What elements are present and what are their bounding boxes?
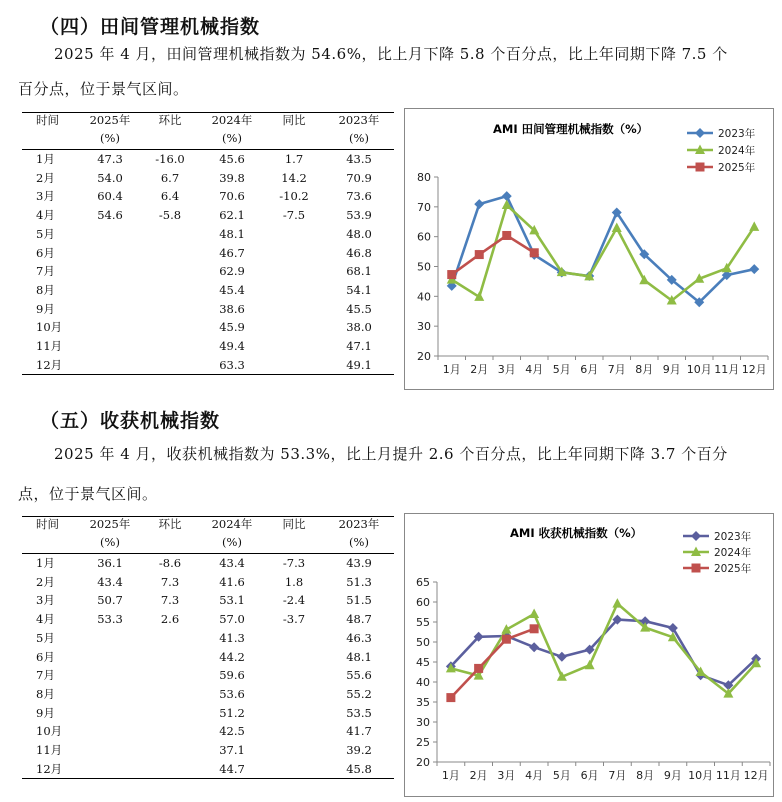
cell-yoy (264, 685, 324, 704)
table-row (22, 318, 394, 337)
data-point (474, 199, 484, 209)
y-tick-label: 60 (417, 230, 431, 244)
cell-time: 10月 (36, 320, 63, 335)
cell-y2024: 45.6 (200, 150, 264, 169)
cell-mom: 6.4 (160, 189, 180, 204)
x-tick-label: 12月 (743, 769, 769, 782)
table-body (22, 150, 394, 375)
cell-mom: -16.0 (140, 150, 200, 169)
cell-y2024: 38.6 (219, 301, 245, 316)
header-unit-yoy (264, 131, 324, 150)
x-tick-label: 9月 (663, 769, 682, 782)
data-point (529, 642, 539, 652)
cell-y2024: 44.7 (219, 761, 245, 776)
table-body (22, 554, 394, 779)
y-tick-label: 50 (416, 636, 430, 649)
cell-time: 11月 (36, 743, 63, 758)
cell-yoy (264, 648, 324, 667)
table-row (22, 187, 394, 206)
x-tick-label: 10月 (686, 363, 712, 376)
data-point (530, 248, 539, 257)
cell-y2023: 47.1 (346, 339, 372, 354)
x-tick-label: 4月 (525, 363, 544, 376)
cell-time: 3月 (36, 593, 55, 608)
data-point (749, 264, 759, 274)
header-unit-y2025: (%) (100, 131, 120, 145)
section4-paragraph-line1: 2025 年 4 月，田间管理机械指数为 54.6%，比上月下降 5.8 个百分点，比上年同期下降 7.5 个 (54, 45, 728, 63)
section4-data-table (22, 112, 394, 375)
header-y2024: 2024年 (211, 517, 253, 531)
header-yoy: 同比 (282, 517, 306, 531)
chart-title: AMI 田间管理机械指数（%） (493, 122, 649, 136)
header-unit-mom (140, 535, 200, 554)
series-line (451, 629, 534, 698)
cell-yoy: 1.7 (264, 150, 324, 169)
table-row (22, 225, 394, 244)
data-point (612, 598, 622, 608)
x-tick-label: 5月 (552, 769, 571, 782)
cell-y2023: 51.3 (346, 574, 372, 589)
x-tick-label: 2月 (470, 363, 489, 376)
cell-y2024: 39.8 (219, 170, 245, 185)
cell-time: 6月 (36, 649, 55, 664)
table-header-row (22, 517, 394, 536)
cell-y2023: 49.1 (346, 357, 372, 372)
cell-yoy (264, 318, 324, 337)
legend-label: 2023年 (714, 531, 752, 543)
cell-y2025 (80, 225, 140, 244)
data-point (474, 664, 483, 673)
y-tick-label: 35 (416, 696, 430, 709)
x-tick-label: 7月 (607, 363, 626, 376)
cell-yoy: 1.8 (284, 574, 304, 589)
chart-harvest-svg (405, 514, 773, 796)
cell-y2024: 62.1 (219, 208, 245, 223)
table-header-units-row (22, 131, 394, 150)
cell-mom: 7.3 (160, 574, 180, 589)
section5-heading: （五）收获机械指数 (40, 410, 221, 432)
table-row (22, 722, 394, 741)
x-tick-label: 3月 (497, 363, 516, 376)
table-row (22, 629, 394, 648)
cell-mom (140, 760, 200, 779)
table-header-units-row (22, 535, 394, 554)
cell-y2023: 53.5 (346, 705, 372, 720)
cell-y2024: 59.6 (219, 668, 245, 683)
cell-mom: 6.7 (160, 170, 180, 185)
legend-marker-shape (696, 163, 705, 172)
y-tick-label: 60 (416, 596, 430, 609)
section4-heading: （四）田间管理机械指数 (40, 16, 261, 38)
x-tick-label: 9月 (662, 363, 681, 376)
x-tick-label: 10月 (688, 769, 714, 782)
y-tick-label: 30 (416, 716, 430, 729)
data-point (502, 231, 511, 240)
header-unit-time (22, 535, 80, 554)
header-unit-time (22, 131, 80, 150)
cell-y2023: 46.3 (346, 630, 372, 645)
y-tick-label: 20 (417, 350, 431, 363)
y-tick-label: 50 (417, 260, 431, 274)
cell-yoy (264, 300, 324, 319)
chart-harvest-index (404, 513, 774, 797)
cell-y2024: 53.1 (219, 593, 245, 608)
data-point (530, 624, 539, 633)
cell-y2024: 45.4 (219, 282, 245, 297)
header-unit-y2025: (%) (100, 535, 120, 549)
cell-y2024: 53.6 (219, 686, 245, 701)
header-unit-mom (140, 131, 200, 150)
cell-y2025: 43.4 (97, 574, 123, 589)
cell-y2023: 46.8 (346, 245, 372, 260)
legend-label: 2024年 (714, 547, 752, 559)
table-row (22, 169, 394, 188)
cell-y2025: 53.3 (97, 612, 123, 627)
cell-mom (140, 356, 200, 375)
cell-mom: -5.8 (158, 208, 182, 223)
cell-y2023: 54.1 (346, 282, 372, 297)
chart-field-management-index (404, 108, 774, 390)
cell-y2024: 57.0 (219, 612, 245, 627)
cell-y2025: 36.1 (80, 554, 140, 573)
cell-mom: 2.6 (160, 612, 180, 627)
cell-y2024: 48.1 (219, 226, 245, 241)
table-row (22, 300, 394, 319)
table-row (22, 206, 394, 225)
cell-y2024: 51.2 (219, 705, 245, 720)
header-y2024: 2024年 (211, 113, 253, 127)
table-row (22, 356, 394, 375)
cell-time: 8月 (36, 686, 55, 701)
x-tick-label: 11月 (715, 769, 741, 782)
cell-yoy (264, 244, 324, 263)
series-2024年 (446, 598, 761, 698)
table-row (22, 704, 394, 723)
x-tick-label: 6月 (580, 363, 599, 376)
legend-marker (691, 531, 701, 541)
chart-title: AMI 收获机械指数（%） (510, 526, 643, 540)
legend-marker-shape (692, 564, 701, 573)
section5-paragraph-line2: 点，位于景气区间。 (18, 485, 158, 503)
legend-label: 2024年 (718, 145, 756, 157)
x-tick-label: 11月 (714, 363, 740, 376)
cell-y2025 (80, 648, 140, 667)
header-y2023: 2023年 (338, 113, 380, 127)
cell-y2024: 43.4 (200, 554, 264, 573)
cell-y2024: 62.9 (219, 264, 245, 279)
cell-y2023: 73.6 (346, 189, 372, 204)
cell-mom (140, 262, 200, 281)
y-tick-label: 25 (416, 736, 430, 749)
cell-mom (140, 318, 200, 337)
y-tick-label: 20 (416, 756, 430, 769)
cell-y2023: 43.5 (324, 150, 394, 169)
x-tick-label: 8月 (636, 769, 655, 782)
cell-yoy (264, 262, 324, 281)
cell-yoy (264, 760, 324, 779)
cell-yoy (264, 337, 324, 356)
cell-time: 4月 (36, 208, 55, 223)
section4-paragraph-line2: 百分点，位于景气区间。 (18, 80, 189, 98)
table-row (22, 685, 394, 704)
cell-y2024: 41.6 (219, 574, 245, 589)
data-point (502, 635, 511, 644)
chart-field-management-svg (405, 109, 773, 389)
legend-marker (696, 163, 705, 172)
table-row (22, 741, 394, 760)
cell-time: 9月 (36, 705, 55, 720)
cell-mom (140, 300, 200, 319)
y-tick-label: 70 (417, 200, 431, 214)
cell-y2023: 48.0 (346, 226, 372, 241)
cell-time: 10月 (36, 724, 63, 739)
header-mom: 环比 (158, 517, 182, 531)
cell-y2023: 43.9 (324, 554, 394, 573)
cell-time: 3月 (36, 189, 55, 204)
series-line (451, 620, 756, 686)
cell-y2025 (80, 300, 140, 319)
cell-y2025 (80, 356, 140, 375)
data-point (447, 270, 456, 279)
cell-mom (140, 225, 200, 244)
cell-time: 7月 (36, 668, 55, 683)
cell-y2025: 47.3 (80, 150, 140, 169)
cell-y2025 (80, 244, 140, 263)
cell-mom: 7.3 (160, 593, 180, 608)
cell-y2025: 50.7 (97, 593, 123, 608)
cell-yoy (264, 704, 324, 723)
x-tick-label: 4月 (525, 769, 544, 782)
cell-y2024: 49.4 (219, 339, 245, 354)
cell-y2024: 63.3 (219, 357, 245, 372)
cell-mom (140, 741, 200, 760)
y-tick-label: 65 (416, 576, 430, 589)
cell-y2025: 54.0 (97, 170, 123, 185)
cell-mom (140, 666, 200, 685)
legend-marker (695, 128, 705, 138)
cell-time: 2月 (36, 170, 55, 185)
data-point (749, 221, 759, 231)
header-unit-y2023: (%) (349, 131, 369, 145)
cell-yoy (264, 722, 324, 741)
cell-y2024: 70.6 (219, 189, 245, 204)
cell-yoy (264, 225, 324, 244)
cell-mom (140, 648, 200, 667)
header-unit-yoy (264, 535, 324, 554)
cell-time: 8月 (36, 282, 55, 297)
cell-yoy (264, 281, 324, 300)
cell-time: 1月 (22, 554, 80, 573)
header-unit-y2024: (%) (222, 535, 242, 549)
cell-y2023: 38.0 (346, 320, 372, 335)
y-tick-label: 40 (417, 290, 431, 304)
cell-time: 6月 (36, 245, 55, 260)
cell-y2024: 42.5 (219, 724, 245, 739)
data-point (585, 660, 595, 670)
y-tick-label: 45 (416, 656, 430, 669)
x-tick-label: 3月 (497, 769, 516, 782)
cell-time: 12月 (36, 761, 63, 776)
y-tick-label: 30 (417, 320, 431, 334)
cell-y2025 (80, 337, 140, 356)
table-row (22, 666, 394, 685)
table-row (22, 610, 394, 629)
cell-y2024: 41.3 (219, 630, 245, 645)
table-header-row (22, 113, 394, 132)
y-tick-label: 40 (416, 676, 430, 689)
header-yoy: 同比 (282, 113, 306, 127)
cell-y2023: 53.9 (346, 208, 372, 223)
table-row (22, 337, 394, 356)
cell-y2024: 37.1 (219, 743, 245, 758)
cell-time: 7月 (36, 264, 55, 279)
cell-y2025 (80, 760, 140, 779)
cell-y2025 (80, 685, 140, 704)
header-time: 时间 (36, 113, 59, 127)
cell-y2023: 55.6 (346, 668, 372, 683)
cell-yoy (264, 666, 324, 685)
table-row (22, 591, 394, 610)
cell-yoy: -2.4 (282, 593, 306, 608)
section5-data-table (22, 516, 394, 779)
table-row (22, 573, 394, 592)
cell-mom (140, 704, 200, 723)
section5-paragraph-line1: 2025 年 4 月，收获机械指数为 53.3%，比上月提升 2.6 个百分点，比上年同期下降 3.7 个百分 (54, 445, 728, 463)
header-time: 时间 (36, 517, 59, 531)
x-tick-label: 7月 (608, 769, 627, 782)
cell-y2023: 41.7 (346, 724, 372, 739)
series-line (452, 205, 755, 300)
cell-y2023: 45.8 (346, 761, 372, 776)
cell-y2025 (80, 318, 140, 337)
x-tick-label: 12月 (741, 363, 767, 376)
cell-time: 9月 (36, 301, 55, 316)
legend-marker (692, 564, 701, 573)
x-tick-label: 6月 (580, 769, 599, 782)
cell-y2025: 60.4 (97, 189, 123, 204)
cell-y2023: 39.2 (346, 743, 372, 758)
cell-mom (140, 337, 200, 356)
cell-yoy: -7.5 (282, 208, 306, 223)
cell-y2025 (80, 722, 140, 741)
table-row (22, 244, 394, 263)
data-point (557, 652, 567, 662)
cell-y2025 (80, 704, 140, 723)
x-tick-label: 8月 (635, 363, 654, 376)
cell-yoy: 14.2 (281, 170, 307, 185)
cell-time: 12月 (36, 357, 63, 372)
cell-yoy (264, 356, 324, 375)
cell-time: 1月 (22, 150, 80, 169)
header-y2025: 2025年 (89, 113, 131, 127)
header-mom: 环比 (158, 113, 182, 127)
cell-y2023: 68.1 (346, 264, 372, 279)
cell-yoy (264, 741, 324, 760)
cell-mom (140, 722, 200, 741)
table-row (22, 262, 394, 281)
x-tick-label: 2月 (469, 769, 488, 782)
cell-y2025 (80, 629, 140, 648)
series-line (452, 196, 755, 302)
legend-label: 2025年 (714, 563, 752, 575)
cell-y2023: 48.7 (346, 612, 372, 627)
cell-y2023: 51.5 (346, 593, 372, 608)
cell-y2023: 55.2 (346, 686, 372, 701)
cell-time: 5月 (36, 630, 55, 645)
cell-time: 4月 (36, 612, 55, 627)
legend-label: 2025年 (718, 162, 756, 174)
cell-y2025 (80, 281, 140, 300)
cell-yoy: -10.2 (279, 189, 309, 204)
table-row (22, 760, 394, 779)
cell-y2024: 46.7 (219, 245, 245, 260)
table-row (22, 150, 394, 169)
cell-mom (140, 629, 200, 648)
data-point (446, 693, 455, 702)
data-point (529, 609, 539, 619)
cell-mom (140, 281, 200, 300)
table-row (22, 281, 394, 300)
cell-y2024: 45.9 (219, 320, 245, 335)
cell-y2024: 44.2 (219, 649, 245, 664)
cell-mom (140, 685, 200, 704)
cell-y2023: 45.5 (346, 301, 372, 316)
header-y2025: 2025年 (89, 517, 131, 531)
y-tick-label: 80 (417, 171, 431, 184)
cell-time: 5月 (36, 226, 55, 241)
header-unit-y2023: (%) (349, 535, 369, 549)
x-tick-label: 5月 (552, 363, 571, 376)
cell-y2025 (80, 262, 140, 281)
cell-y2025: 54.6 (97, 208, 123, 223)
data-point (475, 250, 484, 259)
table-row (22, 554, 394, 573)
cell-yoy: -7.3 (264, 554, 324, 573)
cell-yoy (264, 629, 324, 648)
legend-marker-shape (691, 531, 701, 541)
cell-time: 2月 (36, 574, 55, 589)
x-tick-label: 1月 (441, 769, 460, 782)
x-tick-label: 1月 (442, 363, 461, 376)
legend-label: 2023年 (718, 128, 756, 140)
cell-y2025 (80, 666, 140, 685)
cell-time: 11月 (36, 339, 63, 354)
cell-y2023: 70.9 (346, 170, 372, 185)
header-y2023: 2023年 (338, 517, 380, 531)
data-point (612, 223, 622, 233)
legend-marker-shape (695, 128, 705, 138)
table-row (22, 648, 394, 667)
cell-mom: -8.6 (140, 554, 200, 573)
cell-mom (140, 244, 200, 263)
y-tick-label: 55 (416, 616, 430, 629)
cell-yoy: -3.7 (282, 612, 306, 627)
cell-y2025 (80, 741, 140, 760)
cell-y2023: 48.1 (346, 649, 372, 664)
header-unit-y2024: (%) (222, 131, 242, 145)
